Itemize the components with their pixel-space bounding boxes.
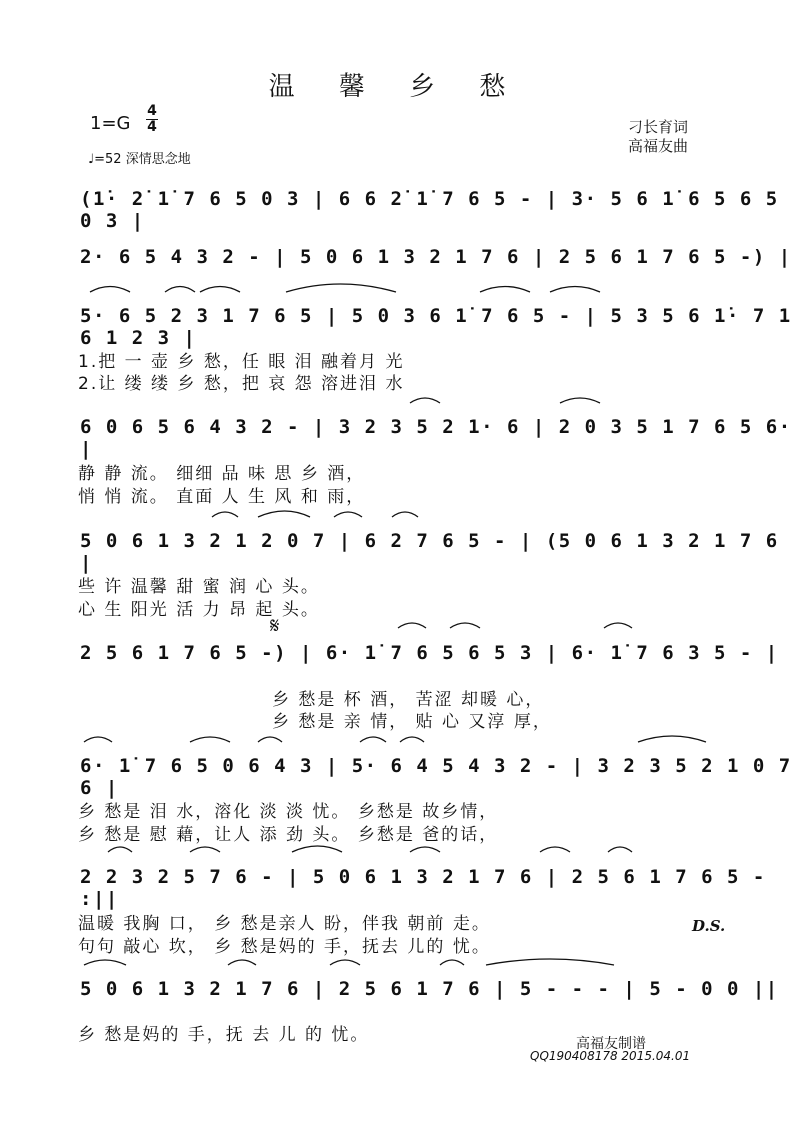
numbered-notes: 2· 6 5 4 3 2 - | 5 0 6 1 3 2 1 7 6 | 2 5 6 1 7 6 5 -) | (80, 246, 792, 268)
lyric-verse2-line3: 2.让 缕 缕 乡 愁，把 哀 怨 溶进泪 水 (78, 374, 405, 394)
lyric-verse2-line4: 悄 悄 流。 直面 人 生 风 和 雨， (78, 487, 366, 507)
numbered-notes: 2 5 6 1 7 6 5 -) | 6· 1̇ 7 6 5 6 5 3 | 6· 1̇ 7 6 3 5 - | (80, 642, 779, 664)
lyricist-credit: 刁长育词 (628, 118, 689, 136)
lyric-verse1-line6: 乡 愁是 杯 酒， 苦涩 却暖 心， (272, 690, 545, 710)
numbered-notes: 2 2 3 2 5 7 6 - | 5 0 6 1 3 2 1 7 6 | 2 5 6 1 7 6 5 - :|| (80, 866, 766, 910)
segno-sign: 𝄋 (270, 614, 280, 639)
contact-and-date: QQ190408178 2015.04.01 (530, 1049, 691, 1063)
transcriber-credit: 高福友制谱 (576, 1036, 646, 1052)
time-signature-bottom: 4 (147, 119, 157, 135)
song-title: 温 馨 乡 愁 (268, 72, 524, 102)
numbered-notes: 6· 1̇ 7 6 5 0 6 4 3 | 5· 6 4 5 4 3 2 - | 3 2 3 5 2 1 0 7 6 | (80, 755, 792, 799)
lyric-verse1-line5: 些 许 温馨 甜 蜜 润 心 头。 (78, 577, 320, 597)
lyric-coda-line: 乡 愁是妈的 手，抚 去 儿 的 忧。 (78, 1025, 370, 1045)
lyric-verse2-line7: 乡 愁是 慰 藉，让人 添 劲 头。 乡愁是 爸的话， (78, 825, 499, 845)
lyric-verse1-line4: 静 静 流。 细细 品 味 思 乡 酒， (78, 464, 366, 484)
lyric-verse2-line8: 句句 敲心 坎， 乡 愁是妈的 手，抚去 儿的 忧。 (78, 937, 491, 957)
tempo-marking: ♩=52 深情思念地 (88, 152, 191, 167)
time-signature (146, 104, 158, 134)
numbered-notes: (1̇· 2̇ 1̇ 7 6 5 0 3 | 6 6 2̇ 1̇ 7 6 5 - | 3· 5 6 1̇ 6 5 6 5 0 3 | (80, 188, 779, 232)
key-signature: 1=G (90, 113, 131, 134)
lyric-verse1-line7: 乡 愁是 泪 水，溶化 淡 淡 忧。 乡愁是 故乡情， (78, 802, 499, 822)
composer-credit: 高福友曲 (628, 137, 689, 155)
numbered-notes: 5· 6 5 2 3 1 7 6 5 | 5 0 3 6 1̇ 7 6 5 - | 5 3 5 6 1̇· 7 1 6 1 2 3 | (80, 305, 792, 349)
numbered-notes: 5 0 6 1 3 2 1 2 0 7 | 6 2 7 6 5 - | (5 0 6 1 3 2 1 7 6 | (80, 530, 779, 574)
numbered-notes: 5 0 6 1 3 2 1 7 6 | 2 5 6 1 7 6 | 5 - - - | 5 - 0 0 || (80, 978, 779, 1000)
numbered-notes: 6 0 6 5 6 4 3 2 - | 3 2 3 5 2 1· 6 | 2 0 3 5 1 7 6 5 6· | (80, 416, 792, 460)
lyric-verse1-line3: 1.把 一 壶 乡 愁，任 眼 泪 融着月 光 (78, 352, 405, 372)
lyric-verse1-line8: 温暖 我胸 口， 乡 愁是亲人 盼，伴我 朝前 走。 (78, 914, 491, 934)
lyric-verse2-line6: 乡 愁是 亲 情， 贴 心 又淳 厚， (272, 712, 552, 732)
time-signature-top: 4 (147, 103, 157, 119)
lyric-verse2-line5: 心 生 阳光 活 力 昂 起 头。 (78, 600, 320, 620)
dal-segno-mark: D.S. (692, 917, 726, 935)
